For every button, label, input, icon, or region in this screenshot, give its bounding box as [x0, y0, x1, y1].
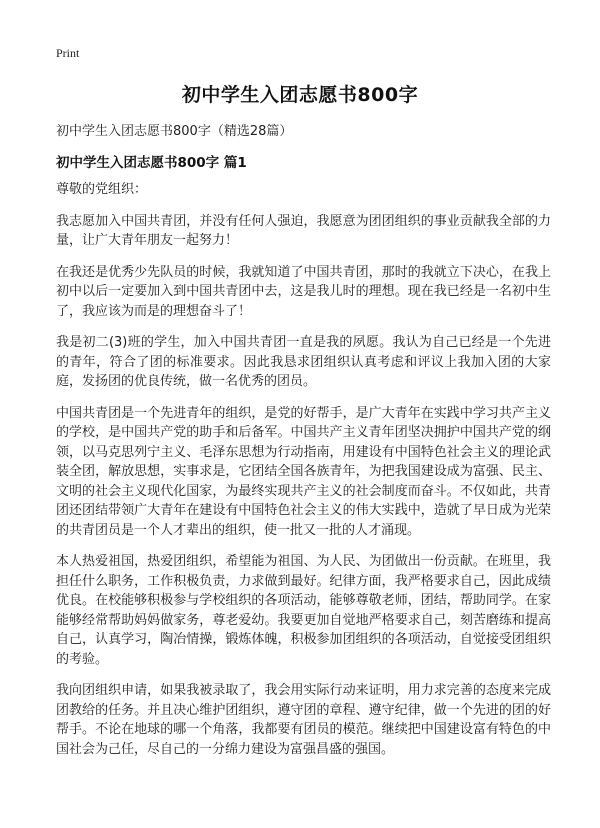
print-link[interactable]: Print [56, 46, 80, 60]
document-subtitle: 初中学生入团志愿书800字（精选28篇） [56, 124, 293, 139]
body-paragraph: 本人热爱祖国，热爱团组织，希望能为祖国、为人民、为团做出一份贡献。在班里，我担任什么职务，工作积极负责，力求做到最好。纪律方面，我严格要求自己，因此成绩优良。在校能够积极参与学校组织的各项活动，能够尊敬老师，团结，帮助同学。在家能够经常帮助妈妈做家务，尊老爱幼。我要更加自觉地严格要求自己，刻苦磨练和提高自己，认真学习，陶冶情操，锻炼体魄，积极参加团组织的各项活动，自觉接受团组织的考验。 [56, 554, 551, 667]
body-paragraph: 在我还是优秀少先队员的时候，我就知道了中国共青团，那时的我就立下决心，在我上初中以后一定要加入到中国共青团中去，这是我儿时的理想。现在我已经是一名初中生了，我应该为而是的理想奋斗了！ [56, 264, 551, 319]
page-title: 初中学生入团志愿书800字 [181, 84, 419, 106]
body-paragraph: 我志愿加入中国共青团，并没有任何人强迫，我愿意为团团组织的事业贡献我全部的力量，让广大青年朋友一起努力！ [56, 213, 551, 248]
document-body [56, 180, 551, 771]
body-paragraph: 中国共青团是一个先进青年的组织，是党的好帮手，是广大青年在实践中学习共产主义的学校，是中国共产党的助手和后备军。中国共产主义青年团坚决拥护中国共产党的纲领，以马克思列宁主义、毛泽东思想为行动指南，用建设有中国特色社会主义的理论武装全团，解放思想，实事求是，它团结全国各族青年，为把我国建设成为富强、民主、文明的社会主义现代化国家，为最终实现共产主义的社会制度而奋斗。不仅如此，共青团还团结带领广大青年在建设有中国特色社会主义的伟大实践中，造就了早日成为光荣的共青团员是一个人才辈出的组织，使一批又一批的人才涌现。 [56, 405, 551, 538]
salutation: 尊敬的党组织： [56, 182, 148, 197]
body-paragraph: 我是初二(3)班的学生，加入中国共青团一直是我的夙愿。我认为自己已经是一个先进的青年，符合了团的标准要求。因此我恳求团组织认真考虑和评议上我加入团的大家庭，发扬团的优良传统，做一名优秀的团员。 [56, 335, 551, 389]
section-heading: 初中学生入团志愿书800字 篇1 [56, 155, 247, 171]
body-paragraph: 我向团组织申请，如果我被录取了，我会用实际行动来证明，用力求完善的态度来完成团教给的任务。并且决心维护团组织，遵守团的章程、遵守纪律，做一个先进的团的好帮手。不论在地球的哪一个角落，我都要有团员的模范。继续把中国建设富有特色的中国社会为己任，尽自己的一分绵力建设为富强昌盛的强国。 [56, 683, 551, 757]
